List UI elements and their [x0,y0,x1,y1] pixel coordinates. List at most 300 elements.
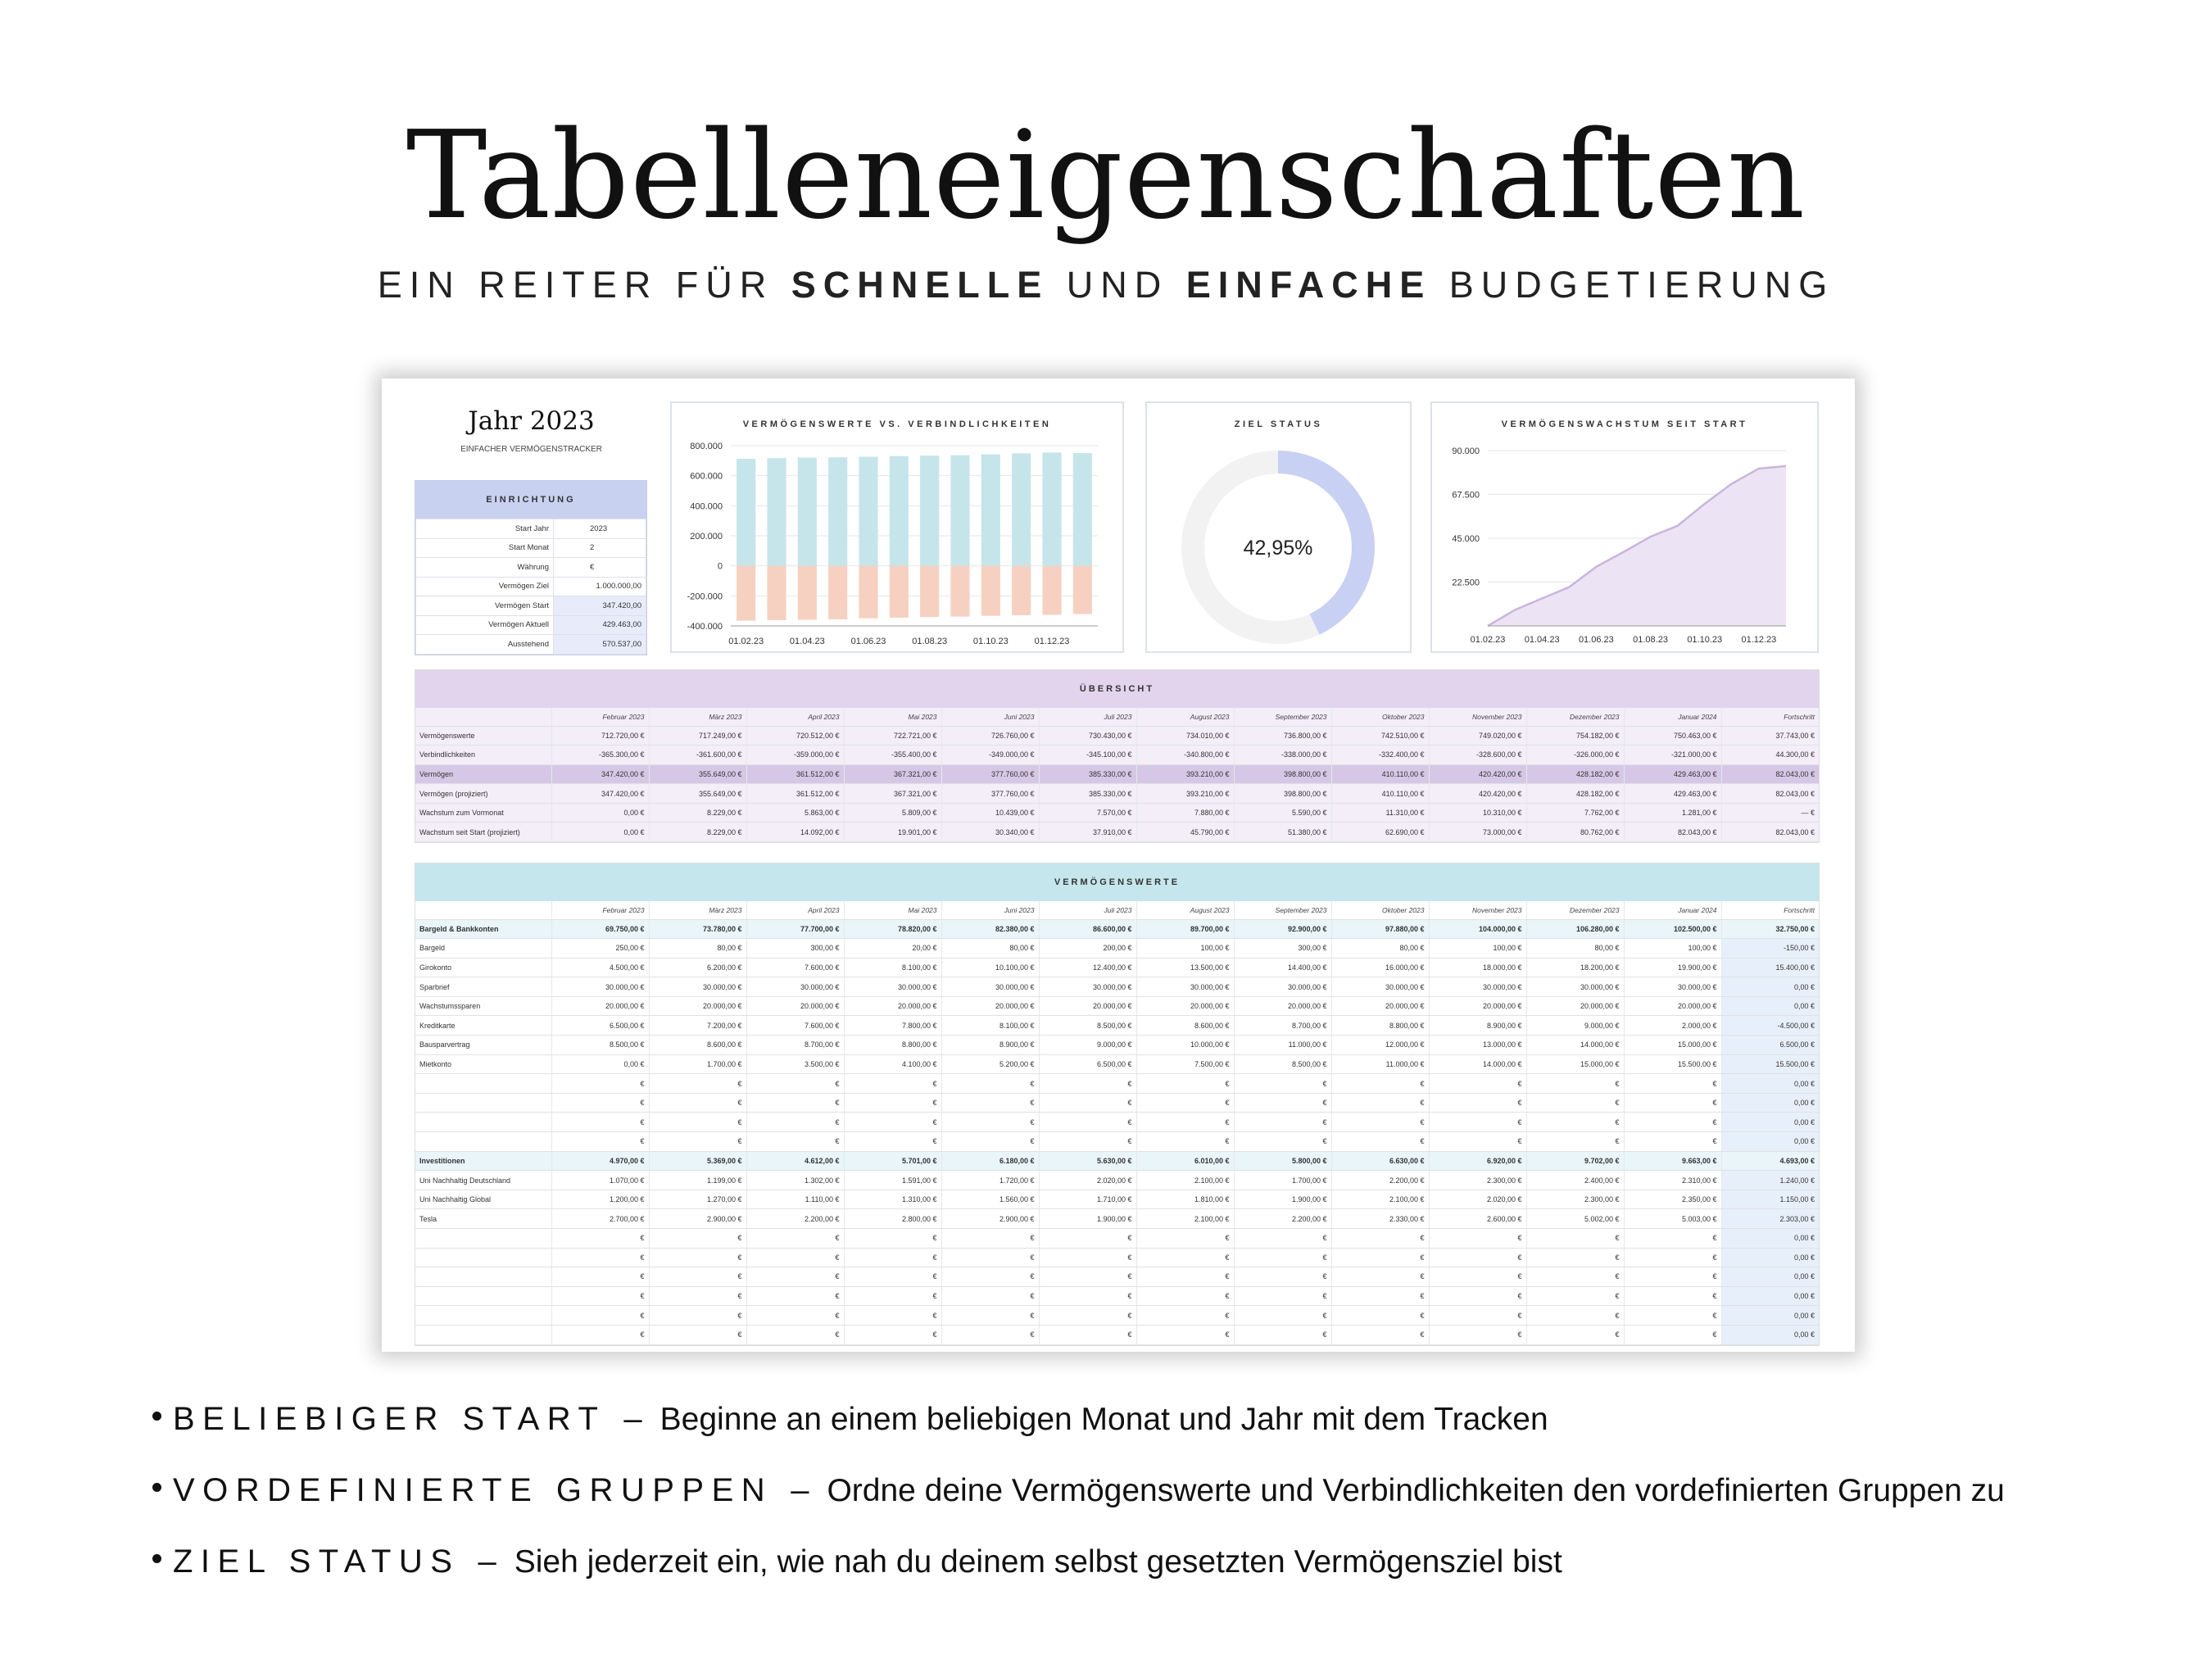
subtitle-bold: SCHNELLE [791,264,1049,306]
table-cell: 30.000,00 € [1526,977,1624,997]
table-row [415,1229,1819,1249]
column-header: Juli 2023 [1039,901,1136,919]
table-cell: 9.000,00 € [1039,1036,1136,1055]
table-cell: € [1234,1248,1331,1267]
liability-bar [950,566,969,617]
feature-dash: – [791,1472,809,1508]
table-cell: 102.500,00 € [1624,919,1721,939]
row-label: Wachstum seit Start (projiziert) [415,823,551,842]
table-cell: 420.420,00 € [1429,764,1526,784]
asset-bar [1012,453,1031,565]
liability-bar [981,566,1000,616]
table-cell: 8.600,00 € [1136,1016,1234,1036]
setup-label: Währung [416,558,554,578]
table-cell: 9.702,00 € [1526,1151,1624,1171]
row-label: Investitionen [415,1151,551,1171]
column-header: Fortschritt [1721,708,1819,726]
table-cell: € [1624,1074,1721,1094]
table-cell: 10.439,00 € [941,803,1039,823]
table-cell: € [844,1286,941,1306]
table-cell: € [746,1132,844,1152]
table-cell: € [649,1093,746,1113]
table-row [415,996,1819,1016]
table-cell: 100,00 € [1136,939,1234,959]
table-cell: € [551,1286,649,1306]
table-cell: € [1331,1093,1429,1113]
table-cell: 420.420,00 € [1429,784,1526,804]
table-cell: 717.249,00 € [649,726,746,746]
row-label [415,1248,551,1267]
column-header: Februar 2023 [551,708,649,726]
table-cell: 30.340,00 € [941,823,1039,842]
table-cell: € [844,1306,941,1326]
table-row [415,977,1819,997]
table-cell: € [844,1113,941,1132]
setup-row [416,538,646,558]
y-tick-label: 22.500 [1452,578,1480,588]
table-cell: 5.800,00 € [1234,1151,1331,1171]
table-row [415,726,1819,746]
table-cell: 30.000,00 € [649,977,746,997]
table-cell: 82.043,00 € [1624,823,1721,842]
table-cell: 20.000,00 € [1331,996,1429,1016]
column-header: Januar 2024 [1624,901,1721,919]
column-header: Fortschritt [1721,901,1819,919]
column-header: Juni 2023 [941,708,1039,726]
y-tick-label: 0 [717,561,723,572]
table-cell: 19.900,00 € [1624,958,1721,977]
table-cell: -321.000,00 € [1624,746,1721,765]
row-label: Verbindlichkeiten [415,746,551,765]
table-cell: € [1039,1074,1136,1094]
table-cell: 8.700,00 € [746,1036,844,1055]
table-row [415,803,1819,823]
table-cell: € [1526,1306,1624,1326]
table-cell: 1.591,00 € [844,1171,941,1190]
y-tick-label: 400.000 [690,501,723,512]
table-cell: 11.310,00 € [1331,803,1429,823]
page-title: Tabelleneigenschaften [406,105,1806,246]
table-cell: 250,00 € [551,939,649,959]
table-cell: 30.000,00 € [1429,977,1526,997]
table-cell: € [746,1093,844,1113]
table-cell: 7.880,00 € [1136,803,1234,823]
table-cell: 86.600,00 € [1039,919,1136,939]
table-row [415,1267,1819,1287]
table-cell: 7.762,00 € [1526,803,1624,823]
setup-value: 570.537,00 [554,635,646,655]
table-row [415,1054,1819,1074]
table-cell: 2.400,00 € [1526,1171,1624,1190]
setup-row [416,519,646,539]
table-cell: € [1039,1132,1136,1152]
bar-chart-svg [672,403,1122,651]
table-cell: € [1039,1325,1136,1344]
table-cell: € [1136,1113,1234,1132]
row-label: Wachstum zum Vormonat [415,803,551,823]
table-cell: € [1526,1229,1624,1249]
table-cell: 7.200,00 € [649,1016,746,1036]
table-row [415,1036,1819,1055]
table-cell: 30.000,00 € [746,977,844,997]
x-tick-label: 01.04.23 [1524,635,1560,645]
subtitle-bold: EINFACHE [1185,264,1432,306]
table-cell: 20.000,00 € [649,996,746,1016]
table-cell: 1.560,00 € [941,1190,1039,1209]
table-cell: 106.280,00 € [1526,919,1624,939]
table-cell: 6.630,00 € [1331,1151,1429,1171]
x-tick-label: 01.12.23 [1741,635,1777,645]
y-tick-label: 800.000 [690,442,723,451]
table-cell: 2.700,00 € [551,1209,649,1229]
table-cell: € [941,1074,1039,1094]
table-cell: 0,00 € [1721,1113,1819,1132]
table-cell: € [746,1325,844,1344]
table-cell: € [1331,1306,1429,1326]
table-cell: € [941,1229,1039,1249]
table-cell: -359.000,00 € [746,746,844,765]
table-cell: € [1234,1093,1331,1113]
table-cell: 10.100,00 € [941,958,1039,977]
table-row [415,1325,1819,1344]
table-cell: € [649,1325,746,1344]
table-cell: 19.901,00 € [844,823,941,842]
table-cell: 11.000,00 € [1234,1036,1331,1055]
table-cell: 736.800,00 € [1234,726,1331,746]
table-cell: € [551,1267,649,1287]
row-label: Girokonto [415,958,551,977]
table-cell: 200,00 € [1039,939,1136,959]
table-row [415,1093,1819,1113]
setup-label: Vermögen Ziel [416,577,554,596]
table-cell: 14.000,00 € [1526,1036,1624,1055]
table-cell: 347.420,00 € [551,764,649,784]
assets-vs-liabilities-chart [670,401,1124,653]
liability-bar [1012,566,1031,615]
table-cell: 20,00 € [844,939,941,959]
table-cell: 361.512,00 € [746,784,844,804]
table-cell: 300,00 € [1234,939,1331,959]
table-cell: € [1624,1267,1721,1287]
table-cell: 0,00 € [1721,977,1819,997]
table-cell: 30.000,00 € [1331,977,1429,997]
table-cell: -150,00 € [1721,939,1819,959]
y-tick-label: 200.000 [690,532,723,542]
table-row [415,746,1819,765]
feature-item [152,1543,1562,1580]
table-cell: 62.690,00 € [1331,823,1429,842]
table-cell: 2.600,00 € [1429,1209,1526,1229]
table-cell: € [746,1286,844,1306]
table-cell: 410.110,00 € [1331,784,1429,804]
table-cell: € [1136,1132,1234,1152]
table-cell: 104.000,00 € [1429,919,1526,939]
table-cell: 3.500,00 € [746,1054,844,1074]
table-cell: 30.000,00 € [1624,977,1721,997]
column-header: August 2023 [1136,901,1234,919]
donut-chart-svg [1147,403,1410,651]
table-cell: 1.070,00 € [551,1171,649,1190]
x-tick-label: 01.06.23 [1578,635,1614,645]
table-cell: € [649,1286,746,1306]
table-cell: 749.020,00 € [1429,726,1526,746]
table-cell: € [1526,1267,1624,1287]
table-cell: 7.800,00 € [844,1016,941,1036]
table-cell: -340.800,00 € [1136,746,1234,765]
table-cell: 1.302,00 € [746,1171,844,1190]
table-cell: 77.700,00 € [746,919,844,939]
table-cell: 2.300,00 € [1526,1190,1624,1209]
table-cell: € [941,1325,1039,1344]
table-cell: € [1624,1132,1721,1152]
table-cell: € [1234,1132,1331,1152]
setup-row [416,558,646,578]
table-cell: 2.330,00 € [1331,1209,1429,1229]
table-cell: 20.000,00 € [941,996,1039,1016]
table-cell: € [1331,1248,1429,1267]
table-cell: 1.270,00 € [649,1190,746,1209]
table-cell: € [1331,1325,1429,1344]
table-cell: 7.500,00 € [1136,1054,1234,1074]
table-cell: 754.182,00 € [1526,726,1624,746]
feature-item [152,1401,1548,1438]
table-cell: € [1624,1093,1721,1113]
table-cell: -4.500,00 € [1721,1016,1819,1036]
page-subtitle [0,264,2212,306]
x-tick-label: 01.12.23 [1034,637,1070,646]
table-cell: 1.200,00 € [551,1190,649,1209]
table-cell: 1.700,00 € [649,1054,746,1074]
table-cell: 80,00 € [1331,939,1429,959]
table-cell: € [1429,1306,1526,1326]
table-cell: € [1136,1325,1234,1344]
table-cell: 6.920,00 € [1429,1151,1526,1171]
table-cell: € [649,1267,746,1287]
table-cell: € [551,1074,649,1094]
table-cell: € [1234,1286,1331,1306]
table-cell: € [551,1325,649,1344]
column-header: Juni 2023 [941,901,1039,919]
table-cell: € [1136,1306,1234,1326]
table-cell: € [1624,1286,1721,1306]
table-cell: € [1429,1229,1526,1249]
table-cell: € [1331,1074,1429,1094]
table-cell: € [844,1267,941,1287]
table-cell: € [941,1093,1039,1113]
table-cell: 44.300,00 € [1721,746,1819,765]
table-cell: 2.100,00 € [1136,1171,1234,1190]
table-cell: 1.310,00 € [844,1190,941,1209]
table-cell: 5.003,00 € [1624,1209,1721,1229]
column-header: März 2023 [649,708,746,726]
table-cell: 82.043,00 € [1721,784,1819,804]
header-row [415,708,1819,726]
table-cell: € [1429,1325,1526,1344]
table-cell: € [1624,1325,1721,1344]
table-cell: 14.000,00 € [1429,1054,1526,1074]
table-cell: € [1234,1306,1331,1326]
setup-label: Vermögen Start [416,596,554,616]
setup-label: Start Monat [416,538,554,558]
column-header: August 2023 [1136,708,1234,726]
table-cell: € [1429,1093,1526,1113]
table-cell: 4.612,00 € [746,1151,844,1171]
chart-title: VERMÖGENSWERTE VS. VERBINDLICHKEITEN [742,419,1052,429]
row-label: Uni Nachhaltig Global [415,1190,551,1209]
table-cell: 5.701,00 € [844,1151,941,1171]
table-cell: 0,00 € [1721,1267,1819,1287]
table-cell: € [1039,1093,1136,1113]
row-label [415,1074,551,1094]
table-cell: € [746,1248,844,1267]
table-cell: 8.600,00 € [649,1036,746,1055]
row-label [415,1325,551,1344]
table-cell: 0,00 € [1721,1229,1819,1249]
table-cell: 10.000,00 € [1136,1036,1234,1055]
table-cell: 6.500,00 € [1039,1054,1136,1074]
spreadsheet-preview [382,378,1855,1352]
table-cell: 734.010,00 € [1136,726,1234,746]
table-cell: € [1526,1132,1624,1152]
feature-dash: – [478,1543,496,1580]
table-cell: € [649,1113,746,1132]
table-cell: € [1624,1113,1721,1132]
table-cell: 8.229,00 € [649,803,746,823]
table-cell: € [1331,1132,1429,1152]
table-cell: € [1136,1229,1234,1249]
table-row [415,823,1819,842]
table-cell: € [1234,1229,1331,1249]
table-row [415,1306,1819,1326]
table-cell: 20.000,00 € [1526,996,1624,1016]
column-header: April 2023 [746,708,844,726]
table-cell: 722.721,00 € [844,726,941,746]
table-row [415,1190,1819,1209]
x-tick-label: 01.08.23 [912,637,948,646]
table-cell: 2.200,00 € [1234,1209,1331,1229]
table-cell: 8.500,00 € [551,1036,649,1055]
table-cell: 2.100,00 € [1136,1209,1234,1229]
table-cell: € [1234,1074,1331,1094]
feature-key: VORDEFINIERTE GRUPPEN [173,1472,773,1508]
chart-title: ZIEL STATUS [1234,419,1323,429]
x-tick-label: 01.04.23 [789,637,825,646]
chart-title: VERMÖGENSWACHSTUM SEIT START [1501,419,1748,429]
setup-table [415,480,647,655]
table-cell: € [551,1093,649,1113]
table-cell: € [1526,1093,1624,1113]
table-cell: € [1136,1286,1234,1306]
subtitle-part: BUDGETIERUNG [1431,264,1835,306]
table-cell: 20.000,00 € [746,996,844,1016]
year-title: Jahr 2023 [468,406,595,436]
column-header [415,901,551,919]
table-cell: 0,00 € [1721,1248,1819,1267]
table-cell: € [1429,1248,1526,1267]
table-cell: 82.043,00 € [1721,764,1819,784]
table-cell: 8.900,00 € [1429,1016,1526,1036]
table-cell: 361.512,00 € [746,764,844,784]
table-cell: 73.000,00 € [1429,823,1526,842]
table-cell: 30.000,00 € [844,977,941,997]
feature-dash: – [623,1401,642,1437]
table-cell: € [1234,1113,1331,1132]
feature-text: Sieh jederzeit ein, wie nah du deinem selbst gesetzten Vermögensziel bist [514,1544,1562,1580]
table-cell: 367.321,00 € [844,784,941,804]
table-cell: € [844,1325,941,1344]
table-row [415,1074,1819,1094]
asset-bar [890,456,909,566]
table-cell: 6.500,00 € [551,1016,649,1036]
table-cell: 5.630,00 € [1039,1151,1136,1171]
table-cell: € [551,1248,649,1267]
table-cell: 7.600,00 € [746,1016,844,1036]
column-header [415,708,551,726]
column-header: Mai 2023 [844,901,941,919]
y-tick-label: 67.500 [1452,490,1480,501]
table-cell: € [844,1093,941,1113]
table-cell: 2.300,00 € [1429,1171,1526,1190]
table-cell: € [746,1229,844,1249]
table-cell: 32.750,00 € [1721,919,1819,939]
table-cell: 5.369,00 € [649,1151,746,1171]
table-cell: -326.000,00 € [1526,746,1624,765]
table-cell: 80,00 € [941,939,1039,959]
liability-bar [1073,566,1092,614]
header-row [415,901,1819,919]
row-label: Mietkonto [415,1054,551,1074]
table-cell: 393.210,00 € [1136,784,1234,804]
setup-value: 2023 [554,519,646,539]
setup-value: 2 [554,538,646,558]
table-cell: 355.649,00 € [649,764,746,784]
liability-bar [890,566,909,618]
liability-bar [767,566,786,620]
table-cell: 7.600,00 € [746,958,844,977]
liability-bar [828,566,847,619]
table-cell: € [1624,1229,1721,1249]
table-cell: 15.400,00 € [1721,958,1819,977]
table-cell: € [1331,1286,1429,1306]
table-cell: 100,00 € [1429,939,1526,959]
table-cell: 6.200,00 € [649,958,746,977]
y-tick-label: -200.000 [687,592,723,602]
table-cell: 80,00 € [1526,939,1624,959]
table-cell: 11.000,00 € [1331,1054,1429,1074]
table-cell: 5.809,00 € [844,803,941,823]
table-cell: -338.000,00 € [1234,746,1331,765]
row-label [415,1132,551,1152]
table-cell: € [1234,1267,1331,1287]
bullet-icon [152,1412,161,1421]
x-tick-label: 01.02.23 [728,637,764,646]
table-cell: 1.810,00 € [1136,1190,1234,1209]
table-cell: 8.500,00 € [1039,1016,1136,1036]
table-cell: € [1136,1248,1234,1267]
overview-table [415,669,1820,843]
table-cell: 730.430,00 € [1039,726,1136,746]
table-cell: 1.900,00 € [1039,1209,1136,1229]
table-cell: € [1429,1267,1526,1287]
row-label: Bargeld [415,939,551,959]
table-cell: € [844,1248,941,1267]
column-header: Dezember 2023 [1526,901,1624,919]
table-cell: € [649,1229,746,1249]
table-cell: 2.800,00 € [844,1209,941,1229]
table-cell: 8.800,00 € [844,1036,941,1055]
bullet-icon [152,1483,161,1492]
table-cell: 4.500,00 € [551,958,649,977]
